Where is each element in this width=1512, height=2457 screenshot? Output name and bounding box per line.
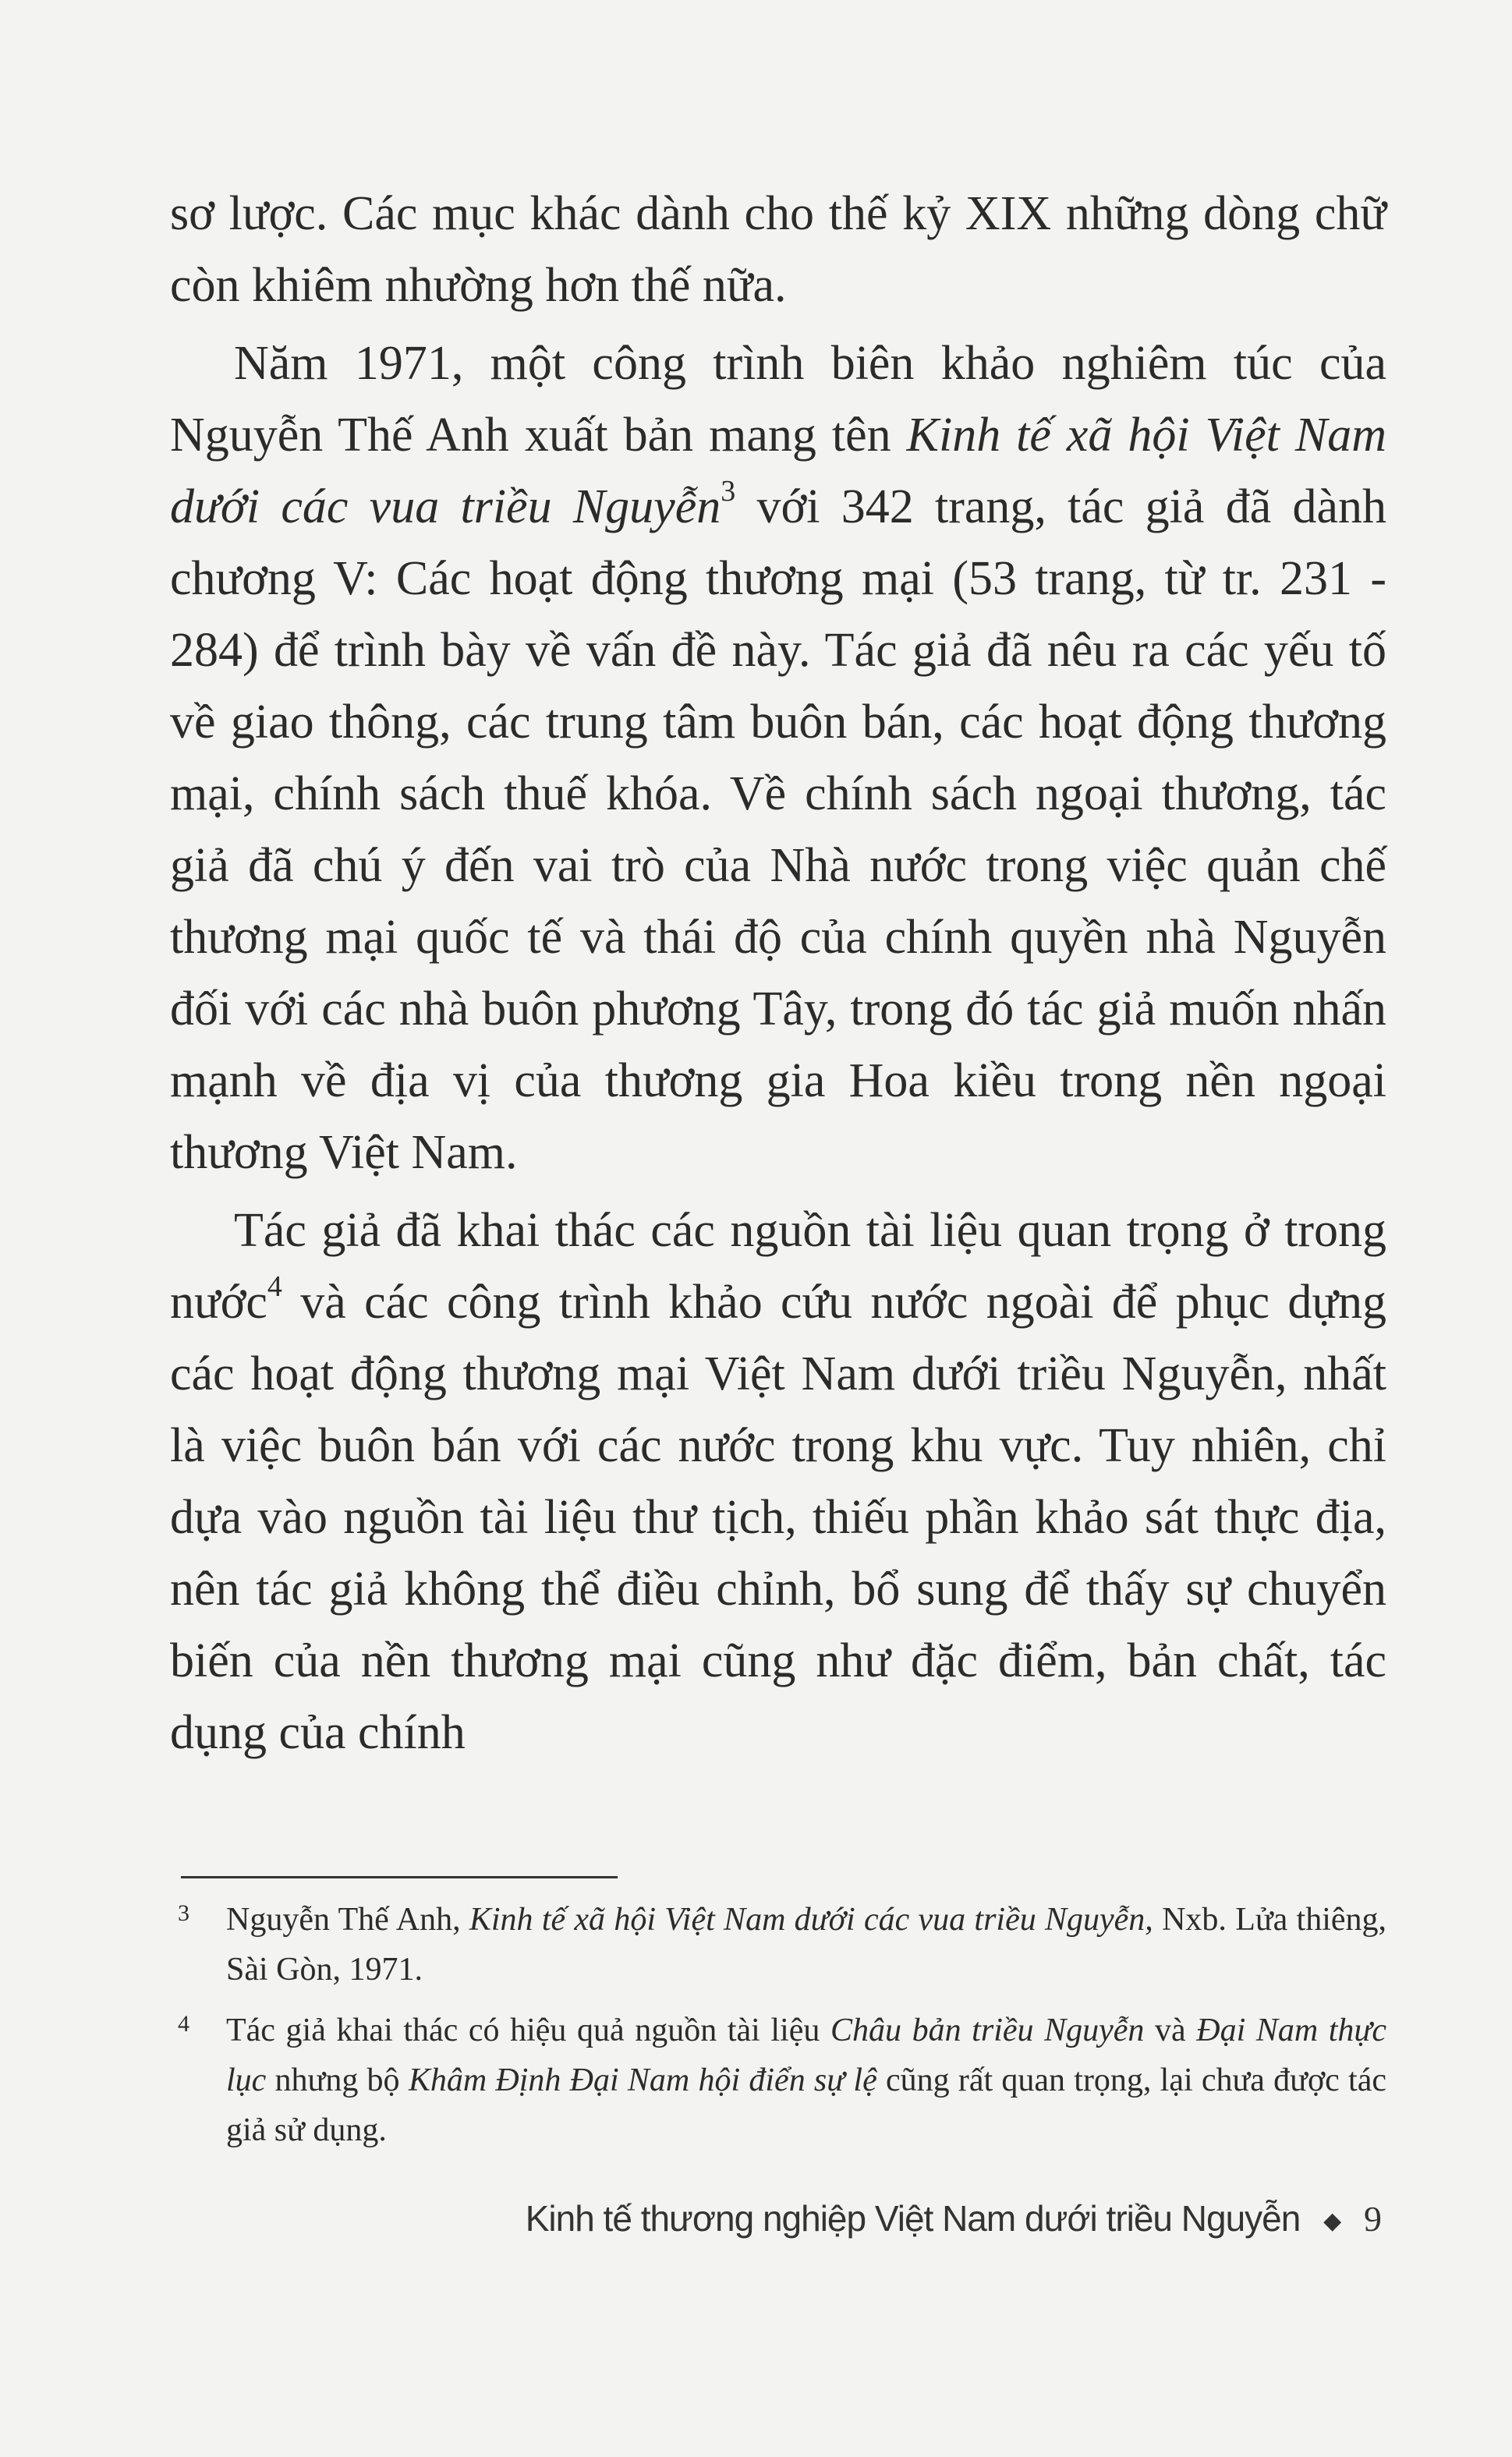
italic-title: Châu bản triều Nguyễn [830,2013,1145,2048]
diamond-bullet-icon: ◆ [1323,2208,1341,2235]
text-run: cũng rất quan trọng, lại chưa được tác giả sử dụng. [226,2062,1386,2148]
text-run: với 342 trang, tác giả đã dành chương V: Các hoạt động thương mại (53 trang, từ tr. 231 - 284) để trình bày về vấn đề này. Tác giả đã nêu ra các yếu tố về giao thông, các trung tâm buôn bán, các hoạt động thương mại, chính sách thuế khóa. Về chính sách ngoại thương, tác giả đã chú ý đến vai trò của Nhà nước trong việc quản chế thương mại quốc tế và thái độ của chính quyền nhà Nguyễn đối với các nhà buôn phương Tây, trong đó tác giả muốn nhấn mạnh về địa vị của thương gia Hoa kiều trong nền ngoại thương Việt Nam. [170,480,1386,1179]
body-text [170,178,1386,1775]
italic-title: Kinh tế xã hội Việt Nam dưới các vua triều Nguyễn, [469,1902,1153,1938]
italic-title: Kinh tế xã hội Việt Nam dưới các vua triều Nguyễn [170,409,1386,533]
footnotes [170,1895,1386,2166]
footnote [170,1895,1386,1995]
italic-title: Đại Nam thực lục [226,2013,1386,2098]
text-run: Tác giả khai thác có hiệu quả nguồn tài liệu [226,2013,830,2048]
paragraph [170,178,1386,321]
footnote-text [226,1895,1386,1995]
running-title: Kinh tế thương nghiệp Việt Nam dưới triều Nguyễn [525,2198,1301,2239]
footnote-ref: 4 [267,1270,282,1304]
footnote-number: 4 [178,2011,189,2037]
footnote-ref: 3 [721,475,736,508]
text-run: Tác giả đã khai thác các nguồn tài liệu quan trọng ở trong nước [170,1204,1386,1329]
text-run: Nguyễn Thế Anh, [226,1902,469,1938]
italic-title: Khâm Định Đại Nam hội điển sự lệ [408,2062,877,2098]
paragraph [170,327,1386,1188]
text-run: nhưng bộ [266,2062,409,2098]
text-run: Nxb. Lửa thiêng, Sài Gòn, 1971. [226,1902,1387,1988]
footnote-text [226,2006,1386,2155]
footnote-number: 3 [178,1900,189,1926]
text-run: Năm 1971, một công trình biên khảo nghiêm túc của Nguyễn Thế Anh xuất bản mang tên [170,337,1386,462]
text-run: sơ lược. Các mục khác dành cho thế kỷ XIX những dòng chữ còn khiêm nhường hơn thế nữa. [170,187,1386,312]
footnote [170,2006,1386,2155]
page-number: 9 [1364,2199,1381,2239]
text-run: và các công trình khảo cứu nước ngoài để phục dựng các hoạt động thương mại Việt Nam dưới triều Nguyễn, nhất là việc buôn bán với các nước trong khu vực. Tuy nhiên, chỉ dựa vào nguồn tài liệu thư tịch, thiếu phần khảo sát thực địa, nên tác giả không thể điều chỉnh, bổ sung để thấy sự chuyển biến của nền thương mại cũng như đặc điểm, bản chất, tác dụng của chính [170,1276,1386,1759]
running-footer [526,2197,1381,2239]
footnote-divider [181,1876,618,1878]
text-run: và [1144,2013,1197,2048]
paragraph [170,1195,1386,1768]
